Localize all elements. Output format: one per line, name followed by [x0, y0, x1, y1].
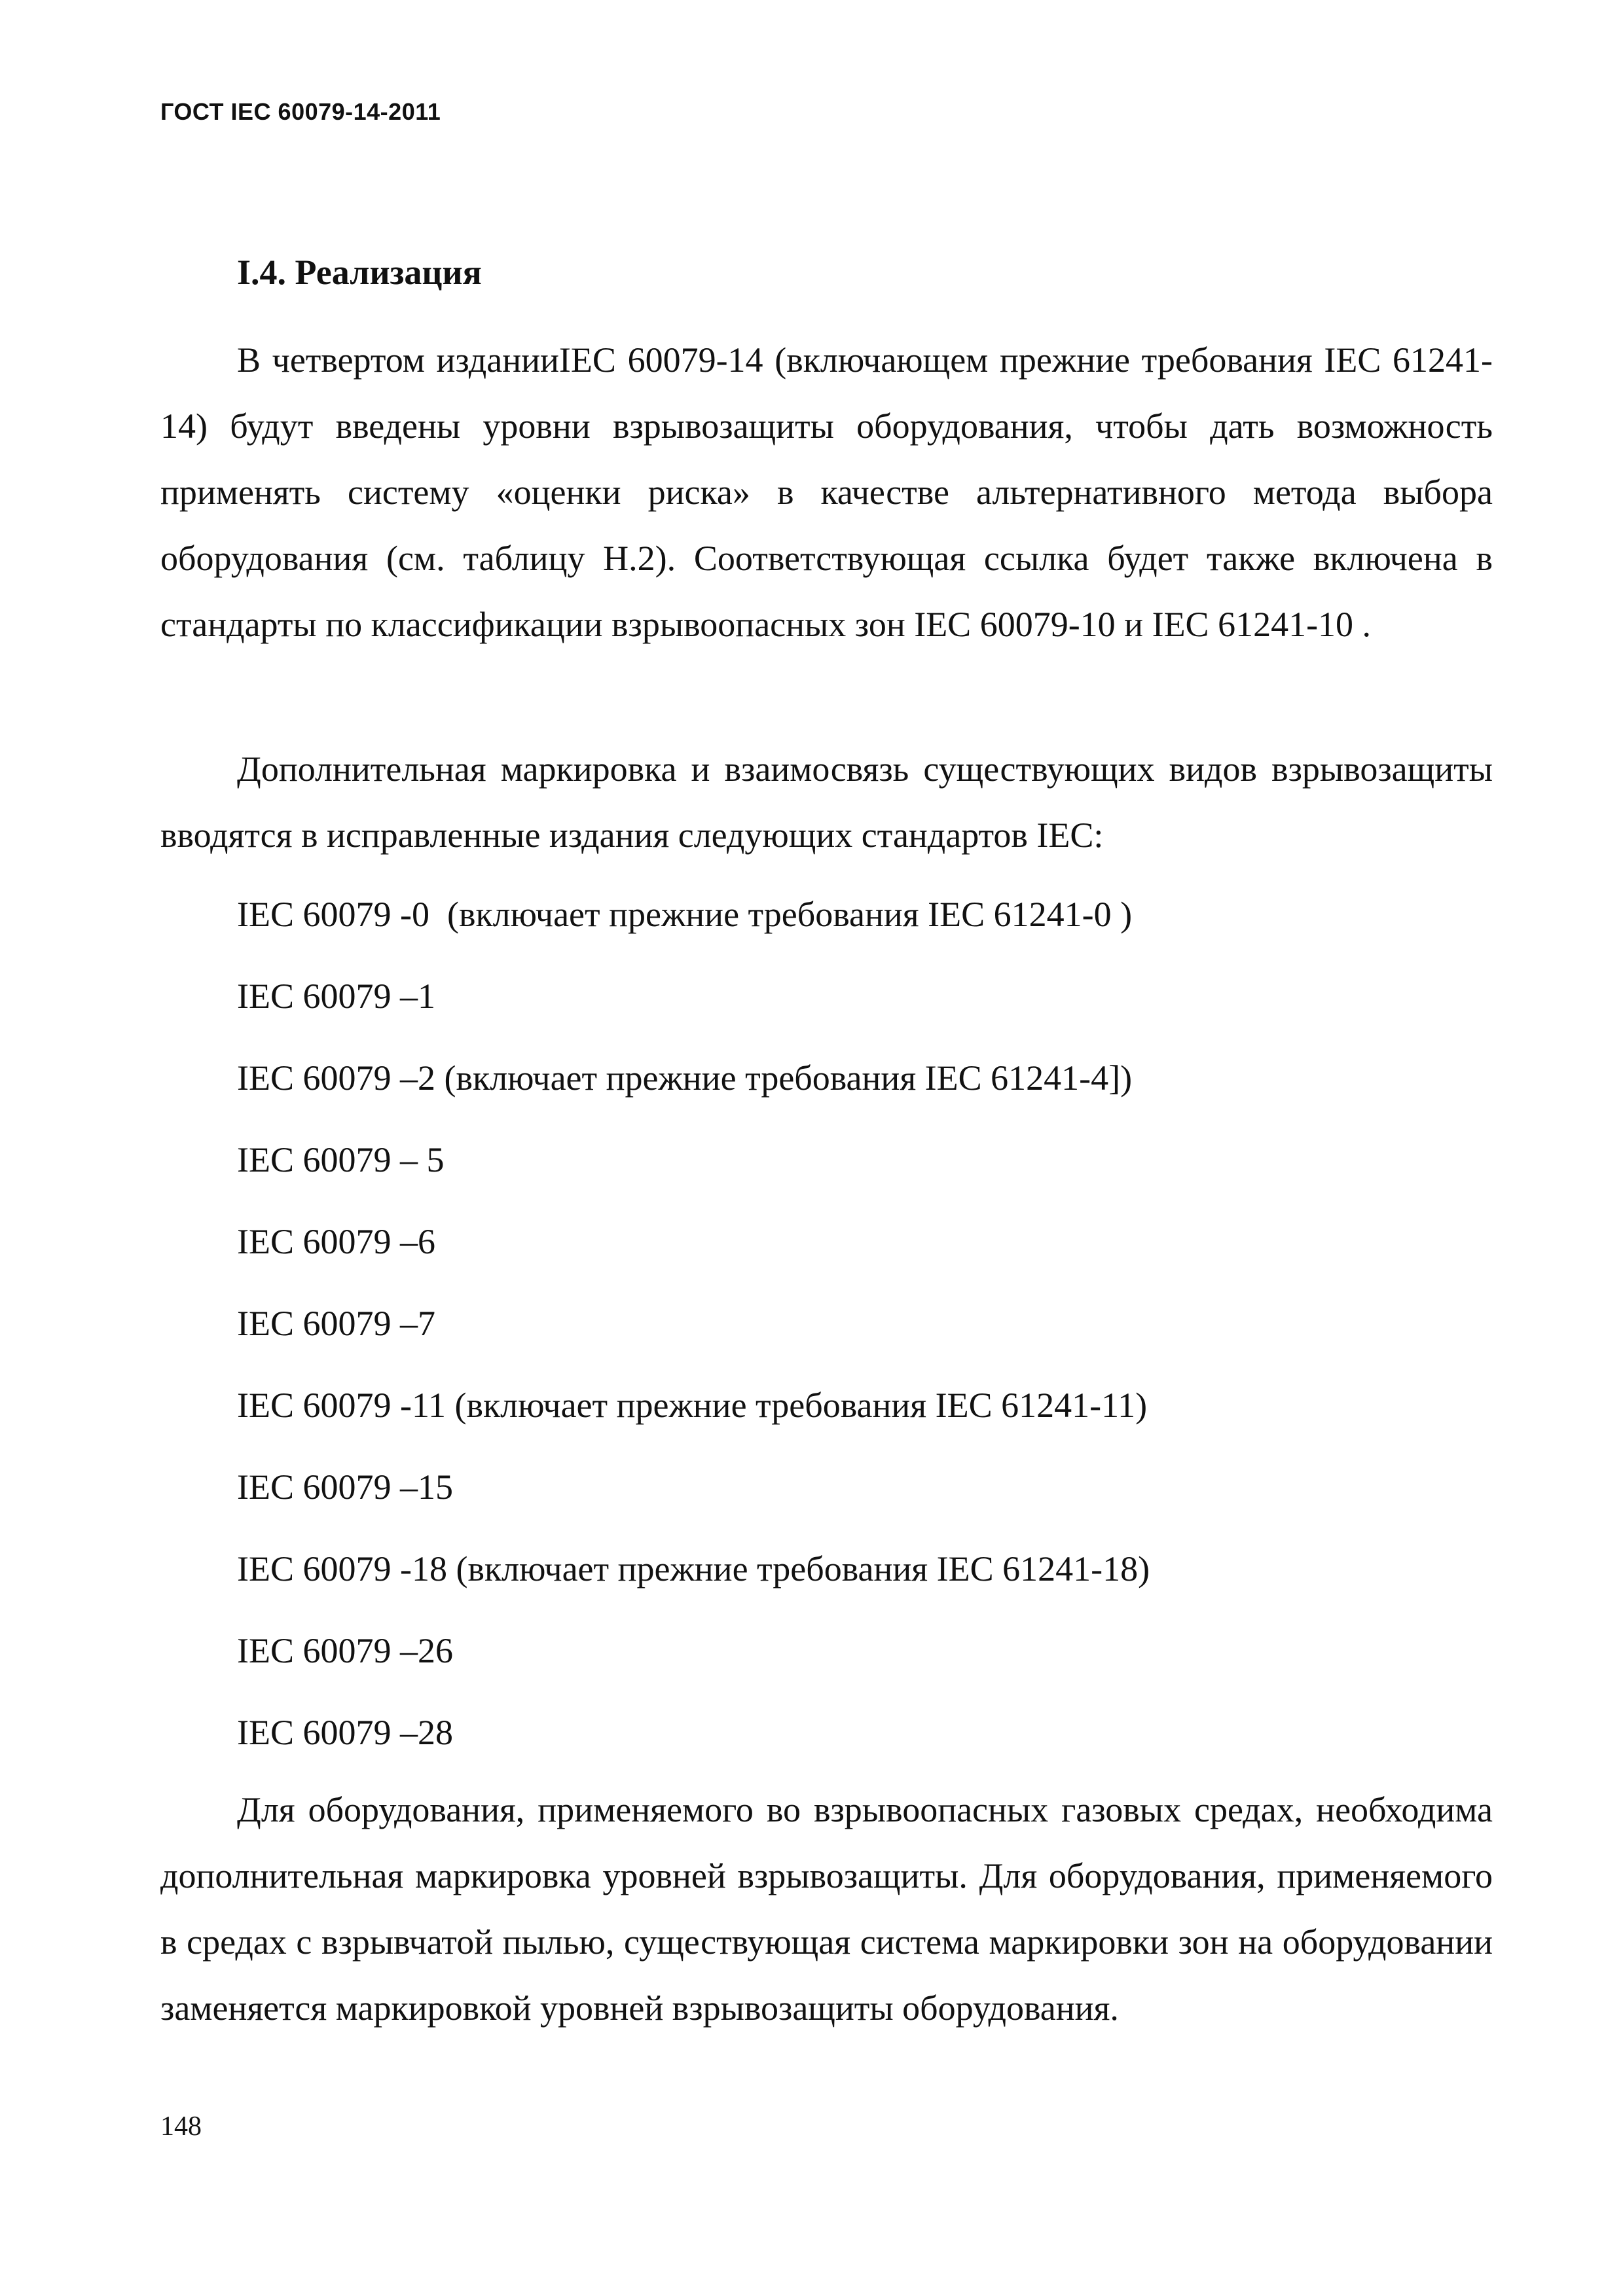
list-item: IEC 60079 –6 [237, 1222, 435, 1261]
list-item: IEC 60079 –1 [237, 977, 435, 1016]
standards-list [237, 874, 1150, 1774]
list-item: IEC 60079 –15 [237, 1467, 453, 1507]
list-item: IEC 60079 – 5 [237, 1140, 445, 1179]
list-item: IEC 60079 –28 [237, 1713, 453, 1752]
list-item: IEC 60079 -18 (включает прежние требования IEC 61241-18) [237, 1549, 1150, 1588]
list-item: IEC 60079 –26 [237, 1631, 453, 1670]
paragraph-equipment-marking: Для оборудования, применяемого во взрывоопасных газовых средах, необходима дополнительная маркировка уровней взрывозащиты. Для оборудования, применяемого в средах с взрывчатой пылью, существующая система маркировки зон на оборудовании заменяется маркировкой уровней взрывозащиты оборудования. [160, 1790, 1493, 2028]
page-number: 148 [160, 2111, 202, 2142]
list-item: IEC 60079 -11 (включает прежние требования IEC 61241-11) [237, 1386, 1148, 1425]
list-item: IEC 60079 -0 (включает прежние требования IEC 61241-0 ) [237, 895, 1133, 934]
section-title: I.4. Реализация [237, 253, 482, 292]
paragraph-additional-marking: Дополнительная маркировка и взаимосвязь существующих видов взрывозащиты вводятся в исправленные издания следующих стандартов IEC: [160, 749, 1493, 855]
paragraph-implementation: В четвертом изданииIEC 60079-14 (включающем прежние требования IEC 61241-14) будут введены уровни взрывозащиты оборудования, чтобы дать возможность применять систему «оценки риска» в качестве альтернативного метода выбора оборудования (см. таблицу H.2). Соответствующая ссылка будет также включена в стандарты по классификации взрывоопасных зон IEC 60079-10 и IEC 61241-10 . [160, 340, 1493, 644]
document-header-code: ГОСТ IEC 60079-14-2011 [160, 98, 441, 125]
list-item: IEC 60079 –7 [237, 1304, 435, 1343]
list-item: IEC 60079 –2 (включает прежние требования IEC 61241-4]) [237, 1058, 1133, 1098]
